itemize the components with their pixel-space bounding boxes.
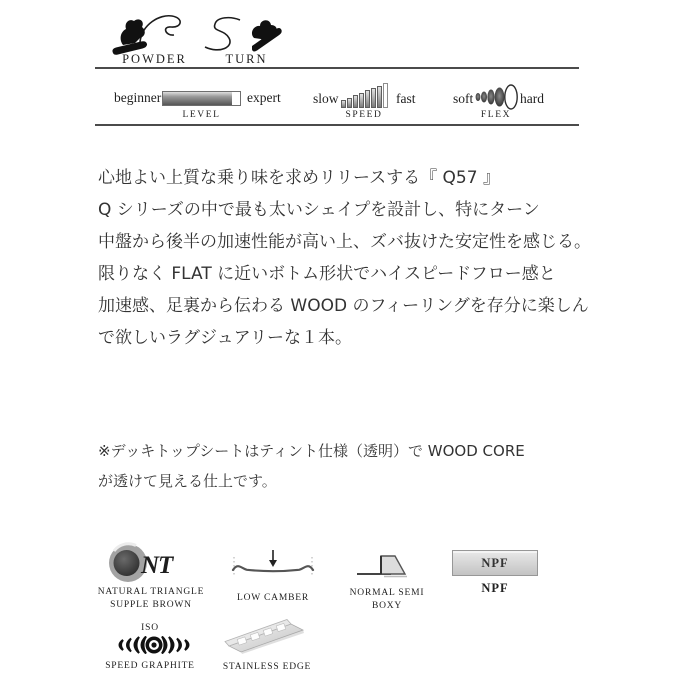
product-description	[98, 162, 598, 354]
level-gauge-fill	[163, 92, 232, 105]
speed-graphite-icon	[104, 636, 196, 654]
speed-bar	[371, 88, 376, 108]
feature-speed-graphite	[100, 622, 200, 672]
npf-box-icon: NPF	[452, 550, 538, 576]
flex-gauge-name: FLEX	[480, 110, 512, 120]
feature-npf	[448, 542, 542, 595]
note-line: ※デッキトップシートはティント仕様（透明）で WOOD CORE	[98, 442, 525, 460]
description-line: 心地よい上質な乗り味を求めリリースする『 Q57 』	[98, 168, 500, 188]
speed-bar	[365, 90, 370, 108]
description-line: 加速感、足裏から伝わる WOOD のフィーリングを存分に楽しん	[98, 296, 589, 316]
description-line: で欲しいラグジュアリーな１本。	[98, 328, 352, 348]
iso-label: ISO	[141, 623, 159, 633]
level-gauge-name: LEVEL	[182, 110, 221, 120]
speed-gauge-bars	[341, 83, 389, 108]
feature-normal-semi-boxy	[335, 548, 439, 612]
speed-bar-empty	[383, 83, 388, 108]
powder-label: POWDER	[122, 52, 187, 66]
feature-label: NPF	[481, 581, 509, 595]
low-camber-icon	[229, 545, 317, 587]
feature-natural-triangle	[96, 542, 206, 611]
feature-label: SPEED GRAPHITE	[105, 660, 195, 671]
stainless-edge-icon	[223, 614, 311, 656]
flex-min-label: soft	[453, 91, 474, 106]
level-max-label: expert	[247, 90, 281, 105]
speed-bar	[377, 86, 382, 108]
feature-label: NORMAL SEMI BOXY	[349, 588, 425, 611]
turn-label: TURN	[225, 52, 268, 66]
note-line: が透けて見える仕上です。	[98, 472, 277, 490]
divider-top	[95, 67, 579, 69]
description-line: 限りなく FLAT に近いボトム形状でハイスピードフロー感と	[98, 264, 556, 284]
speed-min-label: slow	[313, 91, 339, 106]
level-gauge-bar	[162, 91, 241, 106]
flex-max-label: hard	[520, 91, 544, 106]
feature-label: LOW CAMBER	[237, 593, 309, 603]
feature-label: NATURAL TRIANGLE	[97, 587, 205, 597]
topsheet-note	[98, 436, 598, 496]
feature-label: SUPPLE BROWN	[110, 599, 192, 610]
speed-max-label: fast	[396, 91, 416, 106]
turn-rider-icon	[202, 14, 284, 54]
speed-gauge-name: SPEED	[345, 110, 383, 120]
divider-gauges	[95, 124, 579, 126]
flex-gauge-icon	[474, 84, 518, 110]
speed-bar	[347, 98, 352, 108]
speed-bar	[341, 100, 346, 108]
level-min-label: beginner	[114, 90, 162, 105]
description-line: Q シリーズの中で最も太いシェイプを設計し、特にターン	[98, 200, 540, 220]
semi-boxy-icon	[353, 548, 421, 582]
speed-bar	[359, 93, 364, 108]
speed-bar	[353, 95, 358, 108]
feature-low-camber	[227, 545, 319, 605]
nt-logo-text: NT	[141, 552, 173, 579]
feature-label: STAINLESS EDGE	[222, 662, 312, 672]
description-line: 中盤から後半の加速性能が高い上、ズバ抜けた安定性を感じる。	[98, 232, 591, 252]
feature-stainless-edge	[219, 614, 315, 674]
